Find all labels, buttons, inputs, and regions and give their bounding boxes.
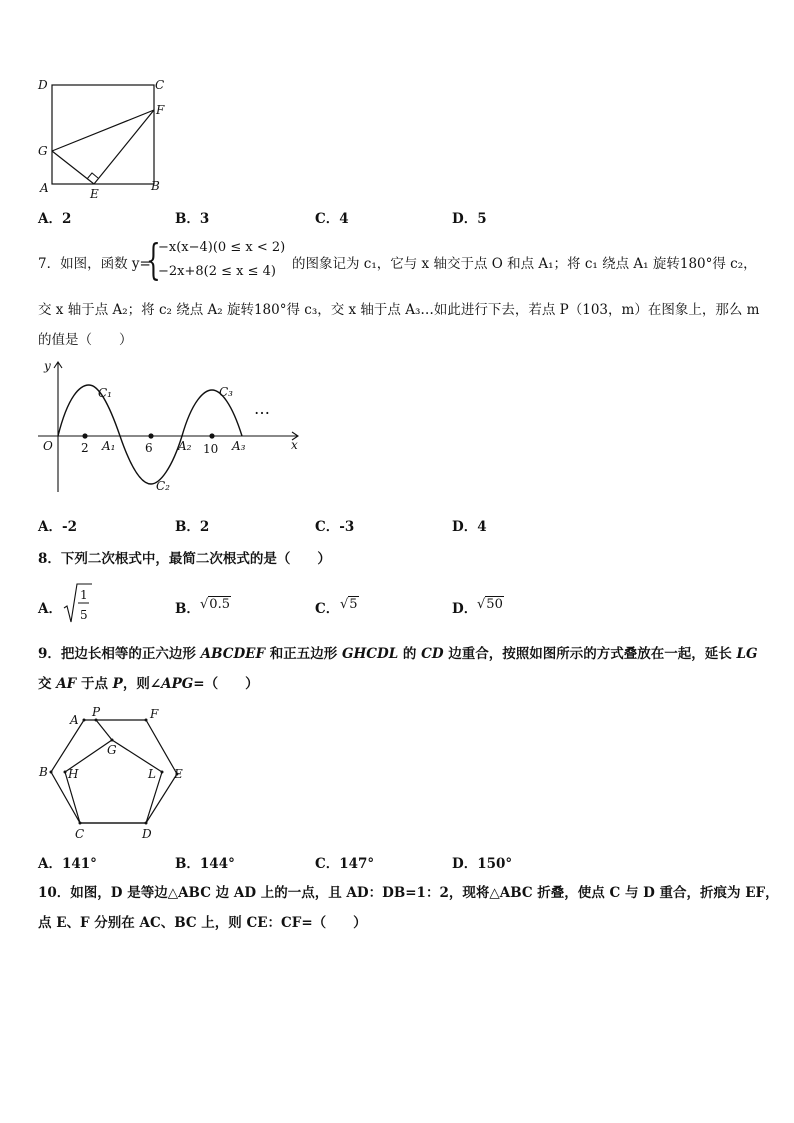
q8-option-d-radical: √50	[477, 597, 503, 612]
q9-option-b: B．144°	[175, 856, 235, 872]
q7-stem-line2: 交 x 轴于点 A₂；将 c₂ 绕点 A₂ 旋转180°得 c₃，交 x 轴于点 A₃…如此进行下去，若点 P（103，m）在图象上，那么 m	[38, 302, 760, 318]
label-p: P	[92, 705, 101, 719]
q6-option-d: D．5	[452, 211, 487, 227]
tick-10: 10	[203, 442, 219, 456]
q8-stem: 8．下列二次根式中，最简二次根式的是（ ）	[38, 551, 331, 567]
q9-option-a: A．141°	[38, 856, 97, 872]
q8-option-c-letter: C．	[315, 601, 340, 617]
segment-gf	[52, 110, 154, 151]
piecewise-brace: {	[146, 235, 161, 284]
q9-option-c: C．147°	[315, 856, 375, 872]
ellipsis: …	[254, 399, 270, 418]
point-10	[209, 433, 214, 438]
tick-6: 6	[145, 441, 153, 455]
label-a: A	[70, 713, 79, 727]
q6-option-a: A．2	[38, 211, 72, 227]
point-6	[148, 433, 153, 438]
tick-2: 2	[81, 441, 89, 455]
q6-option-c: C．4	[315, 211, 349, 227]
q9-stem-line2: 交 AF 于点 P，则∠APG=（ ）	[38, 676, 259, 692]
q8-option-a-letter: A．	[38, 601, 62, 617]
q7-option-c: C．-3	[315, 519, 355, 535]
segment-ef	[94, 110, 154, 184]
label-g: G	[38, 144, 48, 158]
label-c: C	[75, 827, 85, 841]
label-e: E	[90, 187, 99, 201]
q9-stem-line1: 9．把边长相等的正六边形 ABCDEF 和正五边形 GHCDL 的 CD 边重合，按照如图所示的方式叠放在一起，延长 LG	[38, 646, 758, 662]
q6-square-figure	[34, 74, 174, 202]
label-a1: A₁	[102, 439, 116, 453]
label-c2: C₂	[156, 479, 170, 493]
label-d: D	[38, 78, 48, 92]
q7-option-a: A．-2	[38, 519, 77, 535]
piecewise-case-2: −2x+8(2 ≤ x ≤ 4)	[158, 264, 276, 279]
label-y: y	[44, 359, 51, 373]
label-l: L	[148, 767, 156, 781]
label-x: x	[291, 438, 298, 452]
label-g: G	[107, 743, 117, 757]
segment-ge	[52, 151, 94, 184]
square-outline	[52, 85, 154, 184]
label-a: A	[40, 181, 49, 195]
q10-stem-line2: 点 E、F 分别在 AC、BC 上，则 CE：CF=（ ）	[38, 915, 367, 931]
label-a3: A₃	[232, 439, 246, 453]
radicand: 0.5	[209, 597, 230, 612]
label-c: C	[155, 78, 165, 92]
fraction-numerator: 1	[80, 588, 88, 602]
q7-option-b: B．2	[175, 519, 210, 535]
q7-stem-after-func: 的图象记为 c₁，它与 x 轴交于点 O 和点 A₁；将 c₁ 绕点 A₁ 旋转180°得 c₂，	[292, 256, 757, 272]
label-f: F	[150, 707, 159, 721]
segment-gp	[96, 720, 112, 740]
q9-option-d: D．150°	[452, 856, 513, 872]
q7-option-d: D．4	[452, 519, 487, 535]
label-f: F	[156, 103, 165, 117]
q8-option-c-radical: √5	[340, 597, 358, 612]
q6-option-b: B．3	[175, 211, 210, 227]
label-c1: C₁	[98, 386, 112, 400]
q8-option-b-letter: B．	[175, 601, 200, 617]
label-e: E	[174, 767, 183, 781]
curve-c3	[182, 390, 242, 436]
q8-option-a-radical	[62, 582, 94, 626]
fraction-denominator: 5	[80, 608, 88, 622]
q7-function-graph	[34, 356, 306, 496]
label-d: D	[142, 827, 152, 841]
q7-stem-line3: 的值是（ ）	[38, 332, 133, 348]
right-angle-mark	[87, 173, 98, 179]
label-h: H	[68, 767, 79, 781]
radicand: 5	[349, 597, 358, 612]
q8-option-d-letter: D．	[452, 601, 478, 617]
point-2	[82, 433, 87, 438]
label-b: B	[39, 765, 48, 779]
q8-option-b-radical: √0.5	[200, 597, 230, 612]
q7-stem-start: 7．如图，函数 y=	[38, 256, 151, 272]
label-o: O	[43, 439, 53, 453]
piecewise-case-1: −x(x−4)(0 ≤ x < 2)	[158, 240, 286, 255]
label-a2: A₂	[178, 439, 192, 453]
label-c3: C₃	[219, 385, 233, 399]
label-b: B	[151, 179, 160, 193]
q9-hexagon-pentagon-figure	[34, 702, 194, 842]
q10-stem-line1: 10．如图，D 是等边△ABC 边 AD 上的一点，且 AD：DB=1：2，现将△ABC 折叠，使点 C 与 D 重合，折痕为 EF，	[38, 885, 779, 901]
radicand: 50	[486, 597, 503, 612]
